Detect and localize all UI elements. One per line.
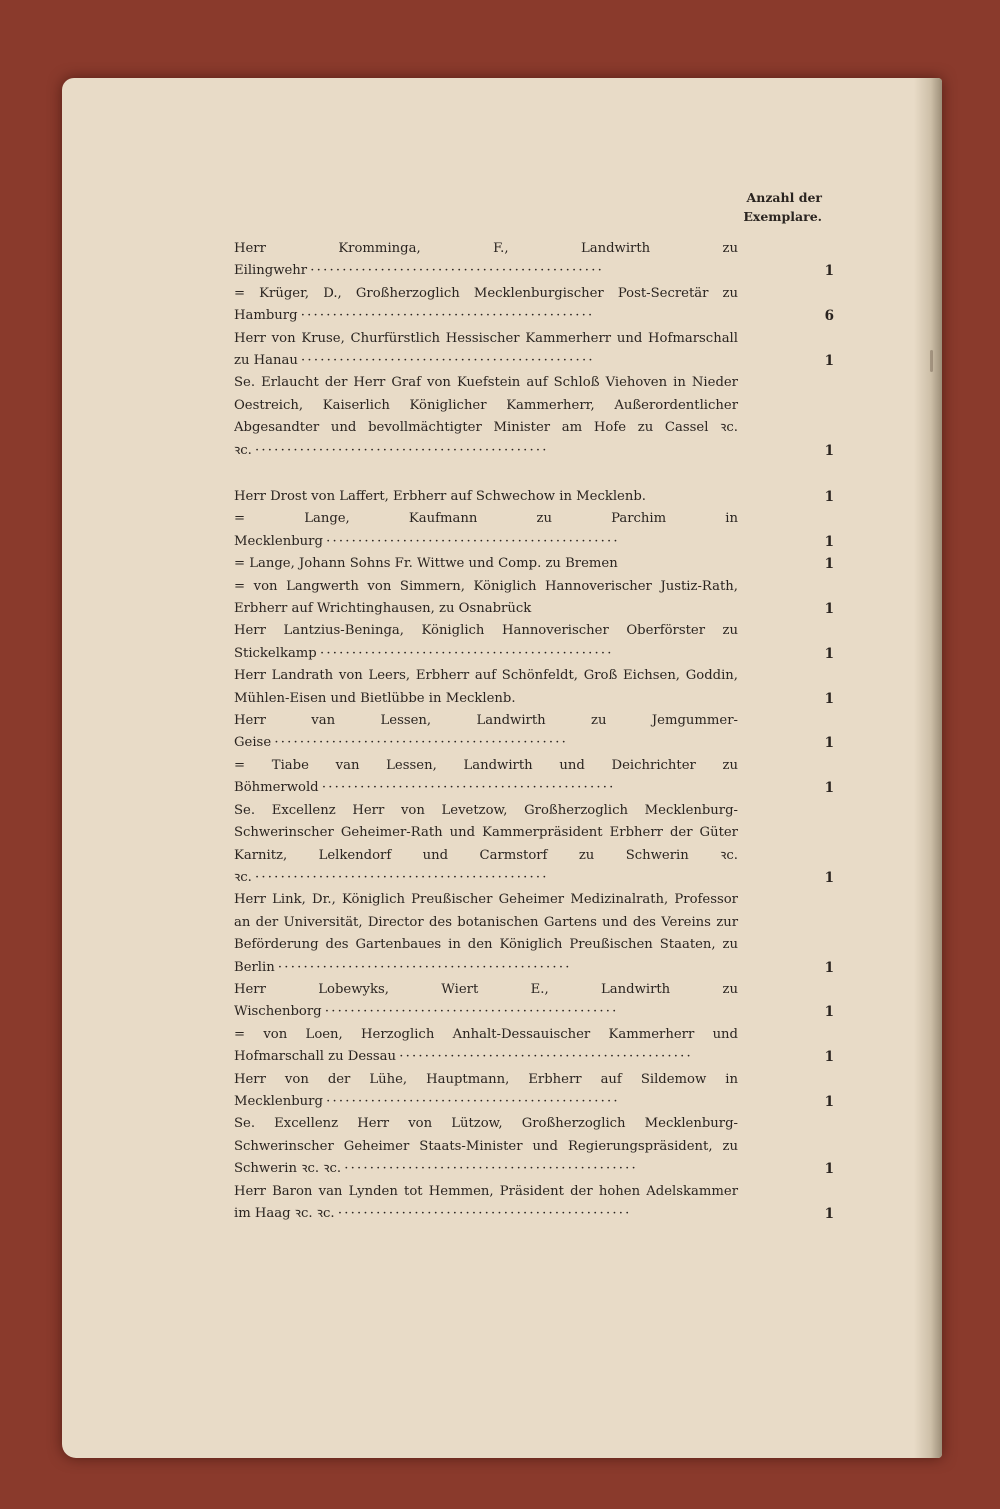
entry-count: 1 bbox=[824, 601, 834, 618]
entry-text: Se. Excellenz Herr von Lützow, Großherzoglich Mecklenburg-Schwerinscher Geheimer Staats-Minister und Regierungspräsident, zu Schwerin ꝛc. ꝛc. · · · bbox=[234, 1113, 786, 1180]
entry-count: 1 bbox=[824, 869, 834, 886]
entry-count: 1 bbox=[824, 489, 834, 505]
list-item bbox=[234, 755, 834, 800]
entry-text: Herr Lantzius-Beninga, Königlich Hannoverischer Oberförster zu Stickelkamp · · · bbox=[234, 620, 786, 665]
list-item bbox=[234, 486, 834, 508]
list-item bbox=[234, 1024, 834, 1069]
entry-text: = Krüger, D., Großherzoglich Mecklenburgischer Post-Secretär zu Hamburg · · · bbox=[234, 283, 786, 328]
entry-text: = Lange, Kaufmann zu Parchim in Mecklenburg · · · bbox=[234, 508, 786, 553]
list-item bbox=[234, 979, 834, 1024]
list-item bbox=[234, 283, 834, 328]
entry-count: 1 bbox=[824, 1161, 834, 1178]
entry-text: Se. Erlaucht der Herr Graf von Kuefstein auf Schloß Viehoven in Nieder Oestreich, Kaiserlich Königlicher Kammerherr, Außerordentlicher Abgesandter und bevollmächtigter Minister am Hofe zu Cassel ꝛc. ꝛc. · · · bbox=[234, 372, 786, 462]
list-item bbox=[234, 1181, 834, 1226]
entry-text: = Lange, Johann Sohns Fr. Wittwe und Comp. zu Bremen bbox=[234, 556, 618, 572]
document-page bbox=[62, 78, 942, 1458]
entry-text: Se. Excellenz Herr von Levetzow, Großherzoglich Mecklenburg-Schwerinscher Geheimer-Rath und Kammerpräsident Erbherr der Güter Karnitz, Lelkendorf und Carmstorf zu Schwerin ꝛc. ꝛc. · · · bbox=[234, 800, 786, 890]
list-item bbox=[234, 1069, 834, 1114]
entry-text: Herr Kromminga, F., Landwirth zu Eilingwehr · · · bbox=[234, 238, 786, 283]
list-item bbox=[234, 328, 834, 373]
entry-count: 1 bbox=[824, 442, 834, 459]
entry-count: 1 bbox=[824, 533, 834, 550]
entry-text: = von Loen, Herzoglich Anhalt-Dessauischer Kammerherr und Hofmarschall zu Dessau · · · bbox=[234, 1024, 786, 1069]
entry-count: 1 bbox=[824, 556, 834, 573]
list-item bbox=[234, 620, 834, 665]
entry-text: Herr von Kruse, Churfürstlich Hessischer Kammerherr und Hofmarschall zu Hanau · · · bbox=[234, 328, 786, 373]
entry-count: 1 bbox=[824, 353, 834, 370]
subscriber-list-section-2 bbox=[234, 486, 834, 1225]
entry-count: 1 bbox=[824, 959, 834, 976]
entry-text: Herr von der Lühe, Hauptmann, Erbherr auf Sildemow in Mecklenburg · · · bbox=[234, 1069, 786, 1114]
entry-text: = von Langwerth von Simmern, Königlich Hannoverischer Justiz-Rath, Erbherr auf Wrichtinghausen, zu Osnabrück bbox=[234, 578, 738, 617]
entry-count: 1 bbox=[824, 1049, 834, 1066]
entry-text: Herr Baron van Lynden tot Hemmen, Präsident der hohen Adelskammer im Haag ꝛc. ꝛc. · · · bbox=[234, 1181, 786, 1226]
column-header bbox=[722, 188, 822, 226]
page-edge bbox=[914, 78, 942, 1458]
entry-text: Herr Link, Dr., Königlich Preußischer Geheimer Medizinalrath, Professor an der Universität, Director des botanischen Gartens und des Vereins zur Beförderung des Gartenbaues in den Königlich Preußischen Staaten, zu Berlin · · · bbox=[234, 889, 786, 979]
entry-count: 6 bbox=[824, 308, 834, 325]
column-header-line-2: Exemplare. bbox=[743, 209, 822, 224]
list-item bbox=[234, 889, 834, 979]
entry-count: 1 bbox=[824, 1004, 834, 1021]
list-item bbox=[234, 710, 834, 755]
entry-count: 1 bbox=[824, 263, 834, 280]
entry-text: Herr van Lessen, Landwirth zu Jemgummer-Geise · · · bbox=[234, 710, 786, 755]
entry-count: 1 bbox=[824, 735, 834, 752]
list-item bbox=[234, 665, 834, 710]
list-item bbox=[234, 576, 834, 621]
subscriber-list-section-1 bbox=[234, 238, 834, 462]
entry-text: Herr Landrath von Leers, Erbherr auf Schönfeldt, Groß Eichsen, Goddin, Mühlen-Eisen und Bietlübbe in Mecklenb. bbox=[234, 668, 738, 706]
entry-count: 1 bbox=[824, 645, 834, 662]
list-item bbox=[234, 553, 834, 575]
entry-text: Herr Lobewyks, Wiert E., Landwirth zu Wischenborg · · · bbox=[234, 979, 786, 1024]
entry-count: 1 bbox=[824, 1206, 834, 1222]
entry-count: 1 bbox=[824, 780, 834, 797]
list-item bbox=[234, 238, 834, 283]
entry-count: 1 bbox=[824, 1093, 834, 1110]
column-header-line-1: Anzahl der bbox=[746, 190, 822, 205]
entry-count: 1 bbox=[824, 690, 834, 707]
list-item bbox=[234, 508, 834, 553]
list-item bbox=[234, 800, 834, 890]
binding-mark bbox=[930, 350, 933, 372]
list-item bbox=[234, 372, 834, 462]
entry-text: Herr Drost von Laffert, Erbherr auf Schwechow in Mecklenb. bbox=[234, 489, 646, 504]
list-item bbox=[234, 1113, 834, 1180]
entry-text: = Tiabe van Lessen, Landwirth und Deichrichter zu Böhmerwold · · · bbox=[234, 755, 786, 800]
